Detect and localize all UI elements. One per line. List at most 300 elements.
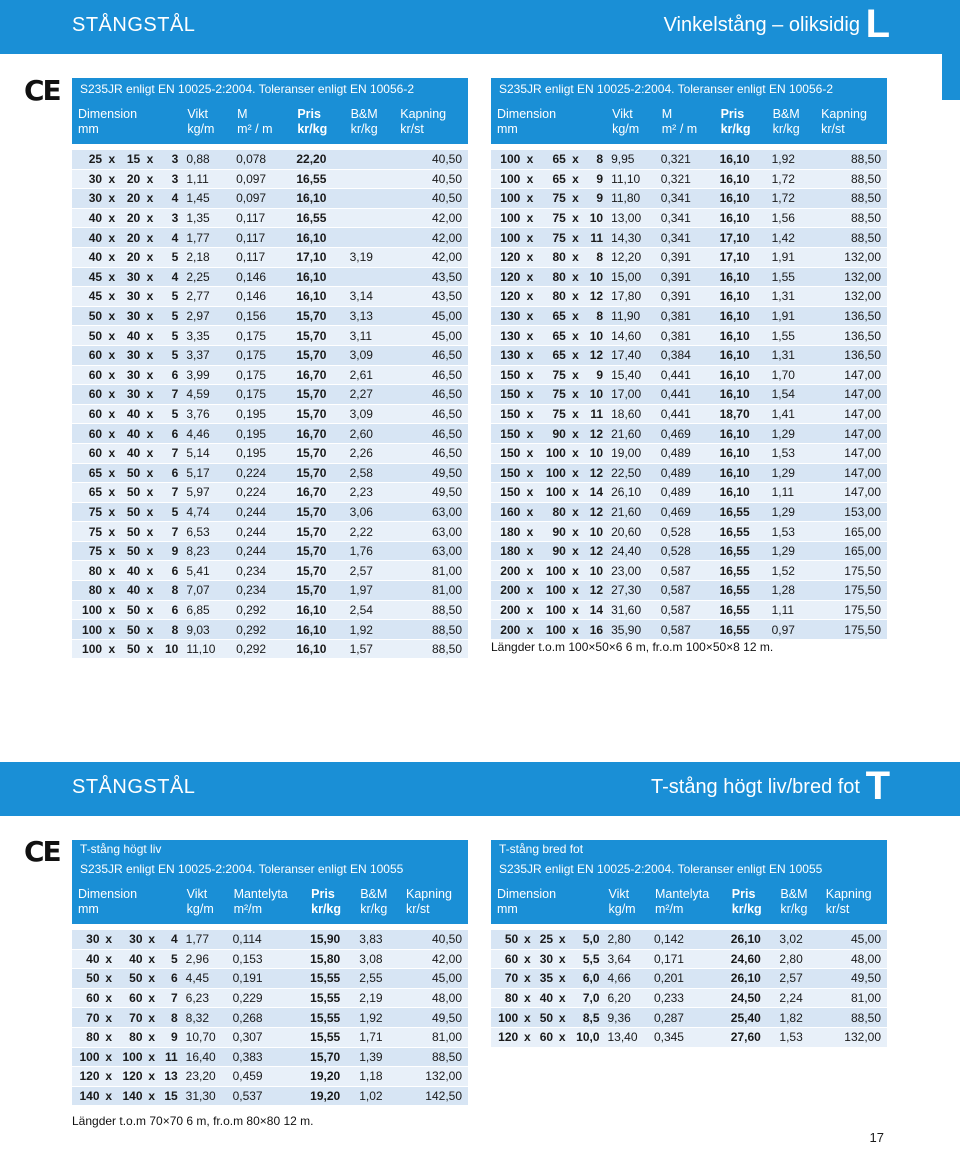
- table-cell: 3: [157, 170, 182, 190]
- table-cell: 3,13: [345, 307, 395, 327]
- table-cell: 40: [119, 405, 144, 425]
- table-cell: 15,70: [291, 326, 344, 346]
- table-cell: 80: [537, 287, 569, 307]
- table-row: [491, 268, 887, 288]
- column-header-label: Dimension: [78, 887, 138, 901]
- column-header-label: Vikt: [186, 887, 208, 901]
- table-cell: 50: [72, 326, 105, 346]
- header-band-bottom: [0, 762, 960, 816]
- table-cell: 25,40: [726, 1008, 775, 1028]
- table-cell: 20: [119, 170, 144, 190]
- table-row: [491, 969, 887, 989]
- table-cell: 2,80: [603, 930, 649, 950]
- table-cell: 0,489: [656, 464, 715, 484]
- page-number: 17: [869, 1130, 884, 1145]
- table-row: [72, 581, 468, 601]
- table-cell: 7: [157, 483, 182, 503]
- table-cell: 2,27: [345, 385, 395, 405]
- table-cell: 40: [72, 209, 105, 229]
- table-cell: 3,99: [181, 366, 231, 386]
- table-cell: 16,10: [715, 209, 767, 229]
- times-sign: x: [143, 209, 157, 229]
- column-header-unit: kg/m: [608, 902, 636, 916]
- times-sign: x: [569, 561, 582, 581]
- times-sign: x: [556, 930, 568, 950]
- column-header-label: Dimension: [78, 107, 138, 121]
- table-cell: 40: [534, 989, 556, 1009]
- table-cell: 1,56: [767, 209, 816, 229]
- table-cell: 0,244: [231, 522, 291, 542]
- table-cell: 4: [157, 268, 182, 288]
- table-cell: 180: [491, 542, 523, 562]
- column-header-label: Vikt: [608, 887, 630, 901]
- table-cell: 4: [158, 930, 181, 950]
- table-cell: 40: [119, 561, 144, 581]
- table-cell: 0,224: [231, 464, 291, 484]
- table-cell: 15,80: [305, 950, 354, 970]
- table-cell: 1,11: [767, 483, 816, 503]
- table-cell: 5: [157, 287, 182, 307]
- table-cell: 40: [72, 248, 105, 268]
- table-cell: 1,45: [181, 189, 231, 209]
- times-sign: x: [569, 346, 582, 366]
- table-cell: 0,114: [228, 930, 306, 950]
- times-sign: x: [105, 444, 119, 464]
- table-cell: 0,175: [231, 385, 291, 405]
- table-cell: 80: [537, 268, 569, 288]
- table-cell: 0,341: [656, 209, 715, 229]
- t-liv-table: [72, 840, 468, 1106]
- table-cell: 8,32: [181, 1008, 228, 1028]
- table-cell: 0,142: [649, 930, 726, 950]
- times-sign: x: [523, 385, 536, 405]
- table-cell: 1,41: [767, 405, 816, 425]
- table-cell: 40: [119, 444, 144, 464]
- table-cell: 2,61: [345, 366, 395, 386]
- times-sign: x: [569, 620, 582, 640]
- table-cell: 50: [119, 601, 144, 621]
- column-header: [354, 880, 400, 924]
- times-sign: x: [523, 228, 536, 248]
- table-row: [491, 444, 887, 464]
- table-cell: 2,58: [345, 464, 395, 484]
- table-header-row: [72, 100, 468, 144]
- table-cell: 88,50: [820, 1008, 887, 1028]
- table-cell: 45,00: [394, 307, 468, 327]
- table-cell: 0,195: [231, 405, 291, 425]
- table-row: [72, 561, 468, 581]
- table-cell: 49,50: [400, 1008, 468, 1028]
- times-sign: x: [105, 287, 119, 307]
- table-cell: 19,20: [305, 1087, 354, 1107]
- column-header: [231, 100, 291, 144]
- table-subhead: S235JR enligt EN 10025-2:2004. Toleranser enligt EN 10055: [72, 860, 468, 880]
- column-header-unit: kr/kg: [780, 902, 808, 916]
- table-cell: 15,55: [305, 969, 354, 989]
- table-cell: 5: [157, 405, 182, 425]
- table-cell: 49,50: [394, 483, 468, 503]
- times-sign: x: [143, 170, 157, 190]
- table-cell: 0,287: [649, 1008, 726, 1028]
- table-cell: 65: [72, 464, 105, 484]
- times-sign: x: [105, 405, 119, 425]
- table-cell: 45: [72, 287, 105, 307]
- table-cell: 80: [537, 503, 569, 523]
- table-cell: 0,191: [228, 969, 306, 989]
- table-cell: 50: [119, 640, 144, 660]
- times-sign: x: [105, 503, 119, 523]
- table-cell: 75: [72, 542, 105, 562]
- table-cell: 12,20: [606, 248, 656, 268]
- times-sign: x: [523, 268, 536, 288]
- times-sign: x: [521, 950, 533, 970]
- table-cell: 27,30: [606, 581, 656, 601]
- times-sign: x: [523, 581, 536, 601]
- table-cell: 60: [491, 950, 521, 970]
- table-cell: 16,10: [291, 620, 344, 640]
- table-cell: 2,60: [345, 424, 395, 444]
- table-row: [72, 189, 468, 209]
- table-cell: 21,60: [606, 424, 656, 444]
- table-cell: 48,00: [400, 989, 468, 1009]
- table-cell: 150: [491, 464, 523, 484]
- times-sign: x: [146, 1048, 159, 1068]
- table-cell: 1,92: [767, 150, 816, 170]
- table-cell: 1,70: [767, 366, 816, 386]
- column-header: [603, 880, 649, 924]
- table-cell: 2,19: [354, 989, 400, 1009]
- table-cell: 1,72: [767, 170, 816, 190]
- table-cell: 14: [582, 483, 606, 503]
- table-cell: 7: [157, 385, 182, 405]
- times-sign: x: [143, 581, 157, 601]
- table-cell: 48,00: [820, 950, 887, 970]
- table-cell: 0,146: [231, 268, 291, 288]
- table-row: [72, 503, 468, 523]
- table-cell: 0,229: [228, 989, 306, 1009]
- table-cell: 9,95: [606, 150, 656, 170]
- table-cell: 100: [537, 601, 569, 621]
- table-cell: 46,50: [394, 385, 468, 405]
- table-cell: 4,74: [181, 503, 231, 523]
- table-cell: 80: [115, 1028, 146, 1048]
- table-cell: 16,55: [715, 542, 767, 562]
- table-cell: 100: [491, 170, 523, 190]
- table-cell: 46,50: [394, 366, 468, 386]
- column-header-unit: kr/kg: [772, 122, 800, 136]
- table-cell: 16,10: [715, 424, 767, 444]
- table-cell: 46,50: [394, 346, 468, 366]
- times-sign: x: [146, 969, 159, 989]
- table-cell: 15: [158, 1087, 181, 1107]
- table-cell: 15,70: [291, 464, 344, 484]
- table-cell: 27,60: [726, 1028, 775, 1048]
- column-header-label: B&M: [772, 107, 800, 121]
- table-cell: 4,46: [181, 424, 231, 444]
- column-header-unit: kr/st: [406, 902, 430, 916]
- table-cell: 75: [72, 503, 105, 523]
- column-header: [72, 880, 181, 924]
- table-cell: 80: [491, 989, 521, 1009]
- table-cell: [345, 150, 395, 170]
- table-cell: 20,60: [606, 522, 656, 542]
- table-cell: 2,57: [345, 561, 395, 581]
- table-cell: 16,55: [291, 209, 344, 229]
- table-cell: 60: [115, 989, 146, 1009]
- table-row: [72, 346, 468, 366]
- table-cell: 14,60: [606, 326, 656, 346]
- times-sign: x: [569, 366, 582, 386]
- table-cell: 0,489: [656, 483, 715, 503]
- column-header: [345, 100, 395, 144]
- table-cell: 3,37: [181, 346, 231, 366]
- times-sign: x: [569, 326, 582, 346]
- times-sign: x: [523, 542, 536, 562]
- table-cell: 50: [119, 542, 144, 562]
- times-sign: x: [143, 346, 157, 366]
- times-sign: x: [556, 1028, 568, 1048]
- table-cell: 30: [119, 287, 144, 307]
- table-cell: 40: [119, 581, 144, 601]
- times-sign: x: [556, 1008, 568, 1028]
- times-sign: x: [569, 268, 582, 288]
- table-cell: 60: [72, 366, 105, 386]
- table-cell: 23,20: [181, 1067, 228, 1087]
- table-cell: 1,92: [345, 620, 395, 640]
- table-row: [72, 483, 468, 503]
- column-header-label: B&M: [360, 887, 388, 901]
- table-cell: 7: [157, 444, 182, 464]
- times-sign: x: [569, 464, 582, 484]
- table-cell: 11: [582, 405, 606, 425]
- times-sign: x: [146, 1067, 159, 1087]
- times-sign: x: [569, 483, 582, 503]
- table-row: [491, 228, 887, 248]
- table-cell: 4: [157, 189, 182, 209]
- table-cell: 75: [72, 522, 105, 542]
- table-cell: 16,10: [291, 268, 344, 288]
- column-header: [715, 100, 767, 144]
- table-cell: 50: [115, 969, 146, 989]
- times-sign: x: [523, 601, 536, 621]
- times-sign: x: [569, 601, 582, 621]
- table-cell: 49,50: [820, 969, 887, 989]
- times-sign: x: [523, 620, 536, 640]
- table-cell: 0,292: [231, 640, 291, 660]
- table-cell: 42,00: [394, 248, 468, 268]
- table-cell: 3: [157, 150, 182, 170]
- table-cell: 17,10: [715, 248, 767, 268]
- column-header-unit: kr/st: [400, 122, 424, 136]
- table-cell: 0,341: [656, 189, 715, 209]
- times-sign: x: [105, 561, 119, 581]
- column-header-unit: kr/kg: [311, 902, 342, 916]
- table-cell: 1,28: [767, 581, 816, 601]
- table-cell: 1,31: [767, 346, 816, 366]
- table-cell: 132,00: [400, 1067, 468, 1087]
- table-cell: 45,00: [820, 930, 887, 950]
- table-cell: 0,587: [656, 581, 715, 601]
- table-cell: 0,384: [656, 346, 715, 366]
- table-cell: 90: [537, 542, 569, 562]
- times-sign: x: [569, 209, 582, 229]
- column-header-label: M: [661, 107, 673, 121]
- table-cell: 11,80: [606, 189, 656, 209]
- times-sign: x: [105, 366, 119, 386]
- table-cell: 0,587: [656, 601, 715, 621]
- times-sign: x: [143, 464, 157, 484]
- table-cell: 90: [537, 424, 569, 444]
- table-cell: 14,30: [606, 228, 656, 248]
- table-cell: 150: [491, 483, 523, 503]
- table-cell: 9: [582, 170, 606, 190]
- table-cell: 12: [582, 503, 606, 523]
- table-row: [491, 366, 887, 386]
- table-subhead: S235JR enligt EN 10025-2:2004. Toleranser enligt EN 10056-2: [72, 78, 468, 100]
- table-cell: 50: [72, 307, 105, 327]
- table-cell: 30: [115, 930, 146, 950]
- table-cell: 130: [491, 346, 523, 366]
- table-cell: 50: [491, 930, 521, 950]
- table-row: [72, 307, 468, 327]
- table-cell: 42,00: [394, 228, 468, 248]
- table-cell: 0,195: [231, 424, 291, 444]
- table-cell: 40: [72, 950, 103, 970]
- table-cell: 8: [157, 581, 182, 601]
- table-cell: 0,341: [656, 228, 715, 248]
- table-cell: 3,09: [345, 346, 395, 366]
- times-sign: x: [143, 385, 157, 405]
- table-cell: 65: [537, 150, 569, 170]
- table-cell: 0,117: [231, 209, 291, 229]
- table-cell: 120: [491, 287, 523, 307]
- column-header-unit: kr/kg: [360, 902, 388, 916]
- table-cell: 9,03: [181, 620, 231, 640]
- table-cell: 16,10: [291, 601, 344, 621]
- table-cell: 16,10: [715, 150, 767, 170]
- table-cell: 6: [158, 969, 181, 989]
- table-cell: 80: [537, 248, 569, 268]
- table-cell: 46,50: [394, 405, 468, 425]
- table-cell: 16,55: [715, 503, 767, 523]
- table-cell: 150: [491, 385, 523, 405]
- table-cell: 0,097: [231, 170, 291, 190]
- table-row: [72, 1067, 468, 1087]
- times-sign: x: [523, 366, 536, 386]
- table-cell: 9: [582, 366, 606, 386]
- table-cell: 17,40: [606, 346, 656, 366]
- column-header-label: B&M: [350, 107, 378, 121]
- table-cell: 15,90: [305, 930, 354, 950]
- column-header-unit: mm: [497, 902, 518, 916]
- table-cell: 100: [72, 620, 105, 640]
- table-cell: 3,09: [345, 405, 395, 425]
- table-cell: 100: [537, 561, 569, 581]
- table-cell: 88,50: [815, 150, 887, 170]
- table-cell: 1,39: [354, 1048, 400, 1068]
- times-sign: x: [143, 483, 157, 503]
- table-cell: 60: [72, 989, 103, 1009]
- times-sign: x: [523, 424, 536, 444]
- table-cell: 46,50: [394, 424, 468, 444]
- table-cell: 16,10: [291, 189, 344, 209]
- table-cell: 30: [119, 366, 144, 386]
- table-cell: 2,24: [774, 989, 819, 1009]
- table-cell: 88,50: [815, 209, 887, 229]
- table-cell: 130: [491, 326, 523, 346]
- times-sign: x: [523, 464, 536, 484]
- times-sign: x: [523, 287, 536, 307]
- table-cell: 2,55: [354, 969, 400, 989]
- times-sign: x: [569, 189, 582, 209]
- times-sign: x: [569, 424, 582, 444]
- times-sign: x: [569, 385, 582, 405]
- section-title: STÅNGSTÅL: [72, 14, 196, 36]
- table-cell: 1,18: [354, 1067, 400, 1087]
- table-cell: 147,00: [815, 424, 887, 444]
- table-cell: 100: [72, 640, 105, 660]
- times-sign: x: [103, 969, 116, 989]
- column-header-unit: kr/st: [825, 902, 850, 916]
- table-cell: 10: [582, 268, 606, 288]
- table-cell: 16,10: [715, 366, 767, 386]
- table-cell: 150: [491, 444, 523, 464]
- table-row: [72, 150, 468, 170]
- table-cell: 9: [582, 189, 606, 209]
- column-header-label: Mantelyta: [233, 887, 288, 901]
- table-row: [491, 150, 887, 170]
- table-cell: 150: [491, 424, 523, 444]
- table-row: [491, 522, 887, 542]
- table-row: [491, 620, 887, 640]
- table-cell: 60: [72, 385, 105, 405]
- table-cell: 0,292: [231, 601, 291, 621]
- column-header: [774, 880, 819, 924]
- times-sign: x: [143, 542, 157, 562]
- table-cell: 65: [537, 170, 569, 190]
- table-cell: 6,85: [181, 601, 231, 621]
- table-cell: 40: [119, 326, 144, 346]
- table-cell: 8,5: [568, 1008, 602, 1028]
- times-sign: x: [523, 522, 536, 542]
- table-cell: 16,10: [715, 170, 767, 190]
- table-cell: 15,00: [606, 268, 656, 288]
- table-cell: 17,10: [715, 228, 767, 248]
- table-cell: 5,41: [181, 561, 231, 581]
- column-header: [656, 100, 715, 144]
- table-cell: 0,88: [181, 150, 231, 170]
- table-cell: 0,469: [656, 503, 715, 523]
- times-sign: x: [569, 444, 582, 464]
- table-cell: 65: [537, 326, 569, 346]
- table-cell: 15,70: [291, 385, 344, 405]
- table-cell: 1,76: [345, 542, 395, 562]
- table-cell: 10: [157, 640, 182, 660]
- table-cell: 16,55: [715, 581, 767, 601]
- table-row: [491, 170, 887, 190]
- table-cell: 2,57: [774, 969, 819, 989]
- times-sign: x: [521, 1028, 533, 1048]
- table-cell: 0,244: [231, 503, 291, 523]
- column-header-label: Pris: [297, 107, 321, 121]
- table-cell: 46,50: [394, 444, 468, 464]
- table-cell: 40: [115, 950, 146, 970]
- times-sign: x: [143, 444, 157, 464]
- times-sign: x: [103, 1048, 116, 1068]
- table-cell: 20: [119, 209, 144, 229]
- table-cell: 0,381: [656, 326, 715, 346]
- table-cell: 17,00: [606, 385, 656, 405]
